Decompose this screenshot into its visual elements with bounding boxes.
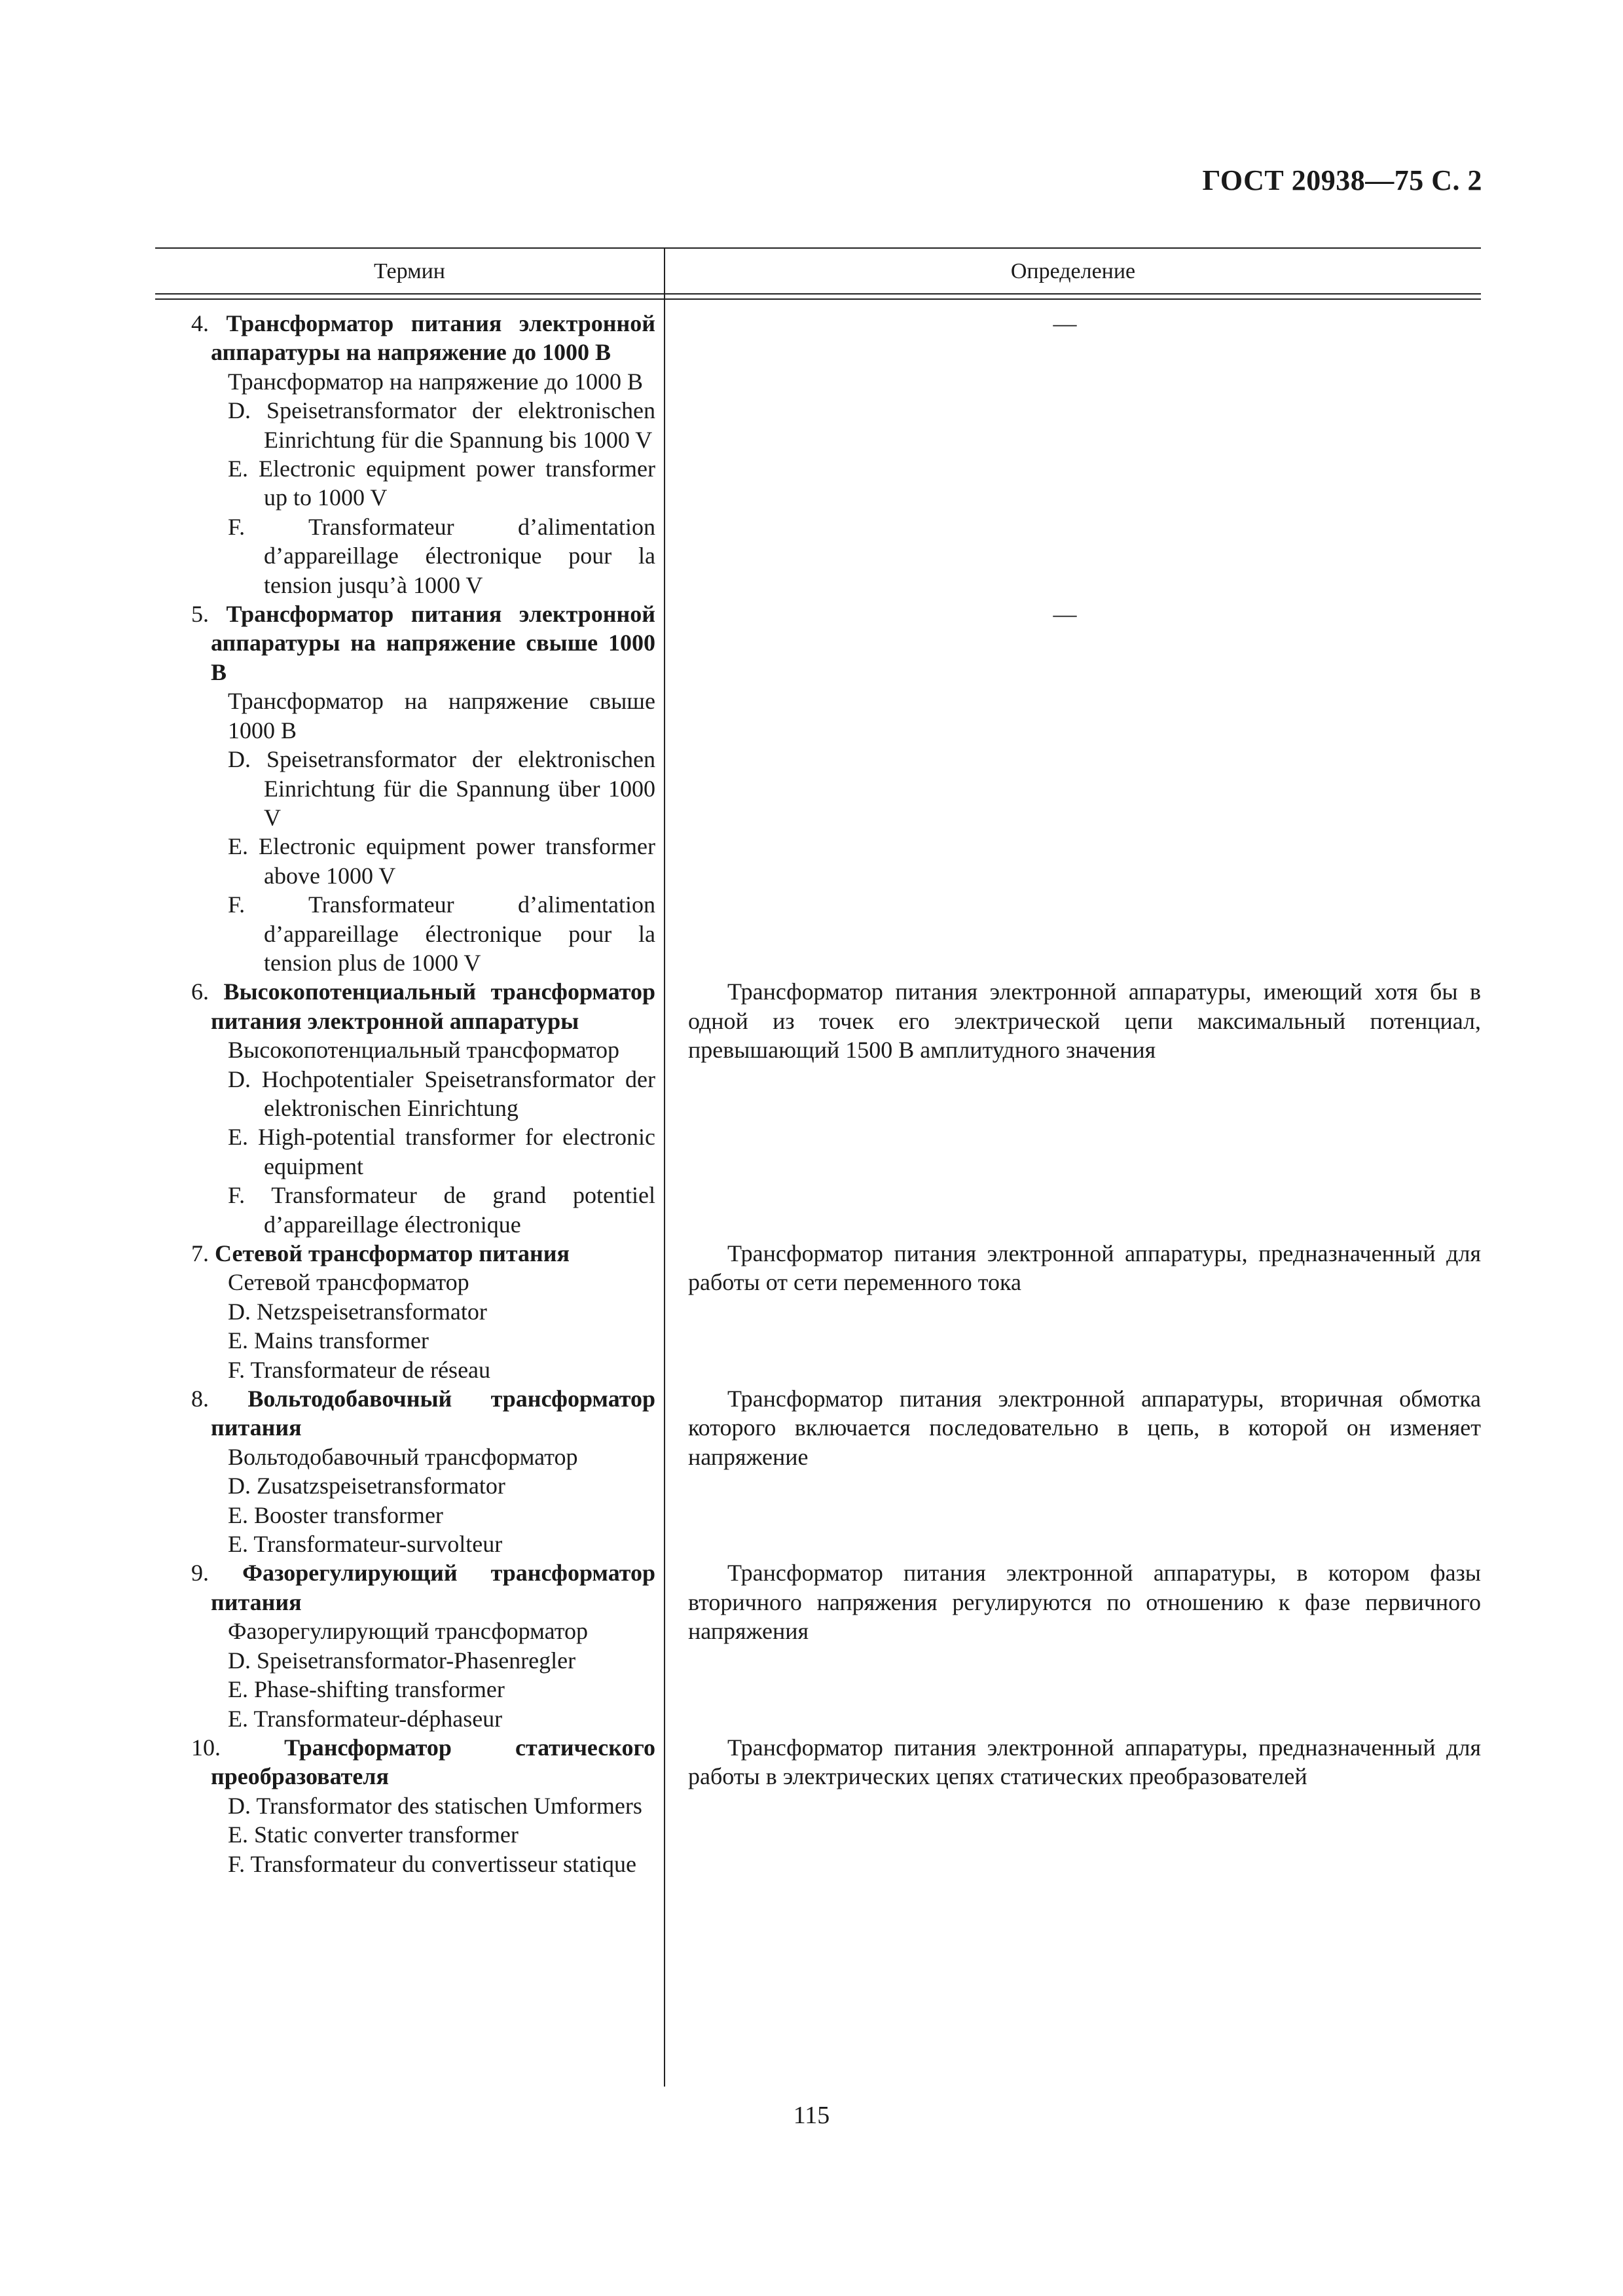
term-french: F. Transformateur du convertisseur statique [228, 1850, 637, 1877]
header-rule-2 [155, 298, 1481, 300]
term-german: D. Hochpotentialer Speisetransformator der elektronischen Einrichtung [228, 1066, 655, 1121]
definition-cell [655, 309, 1481, 600]
page-number: 115 [793, 2102, 830, 2129]
table-row [155, 1384, 1481, 1558]
term-german: D. Speisetransformator der elektronischen Einrichtung für die Spannung bis 1000 V [228, 397, 655, 453]
definition-text: Трансформатор питания электронной аппаратуры, предназначенный для работы в электрических цепях статических преобразователей [688, 1734, 1481, 1790]
table-header-row [155, 247, 1481, 293]
document-code: ГОСТ 20938—75 С. 2 [1202, 164, 1482, 196]
term-number: 10. [191, 1734, 221, 1761]
header-rule-1 [155, 293, 1481, 295]
term-number: 6. [191, 978, 209, 1005]
definition-text: Трансформатор питания электронной аппаратуры, вторичная обмотка которого включается последовательно в цепь, в которой он изменяет напряжение [688, 1386, 1481, 1470]
column-header-term: Термин [374, 259, 445, 283]
term-french: F. Transformateur d’alimentation d’appareillage électronique pour la tension plus de 1000 V [228, 891, 655, 976]
definition-cell [655, 977, 1481, 1239]
definition-cell [655, 1239, 1481, 1384]
definition-cell [655, 1384, 1481, 1558]
term-number: 9. [191, 1560, 209, 1587]
term-german: D. Speisetransformator-Phasenregler [228, 1647, 576, 1674]
term-number: 8. [191, 1386, 209, 1412]
term-synonym: Фазорегулирующий трансформатор [228, 1618, 588, 1645]
term-english: E. High-potential transformer for electronic equipment [228, 1124, 655, 1179]
term-french: E. Transformateur-déphaseur [228, 1705, 503, 1732]
term-title: Вольтодобавочный трансформатор питания [211, 1386, 656, 1441]
term-cell [155, 1239, 655, 1384]
term-title: Высокопотенциальный трансформатор питания электронной аппаратуры [211, 978, 656, 1034]
term-title: Трансформатор питания электронной аппаратуры на напряжение до 1000 В [211, 310, 655, 366]
term-number: 4. [191, 310, 209, 336]
definition-text: Трансформатор питания электронной аппаратуры, в котором фазы вторичного напряжения регулируются по отношению к фазе первичного напряжения [688, 1560, 1481, 1645]
term-heading [191, 1239, 655, 1268]
term-title: Фазорегулирующий трансформатор питания [211, 1560, 655, 1615]
table-body [155, 309, 1481, 1878]
term-cell [155, 1558, 655, 1732]
term-french: E. Transformateur-survolteur [228, 1531, 503, 1558]
term-english: E. Phase-shifting transformer [228, 1676, 505, 1703]
terms-table [155, 247, 1481, 2087]
term-synonym: Трансформатор на напряжение свыше 1000 В [228, 688, 655, 744]
definition-text: — [1053, 601, 1077, 628]
definition-cell [655, 600, 1481, 977]
definition-cell [655, 1733, 1481, 1878]
term-heading [191, 600, 655, 687]
term-title: Сетевой трансформатор питания [215, 1240, 570, 1266]
definition-text: Трансформатор питания электронной аппаратуры, имеющий хотя бы в одной из точек его электрической цепи максимальный потенциал, превышающий 1500 В амплитудного значения [688, 978, 1481, 1064]
term-german: D. Zusatzspeisetransformator [228, 1473, 505, 1499]
term-synonym: Сетевой трансформатор [228, 1269, 469, 1296]
term-english: E. Booster transformer [228, 1501, 443, 1528]
term-german: D. Transformator des statischen Umformers [228, 1792, 642, 1819]
term-cell [155, 977, 655, 1239]
term-heading [191, 1558, 655, 1617]
term-english: E. Electronic equipment power transformer up to 1000 V [228, 456, 655, 511]
term-cell [155, 1384, 655, 1558]
term-cell [155, 309, 655, 600]
term-title: Трансформатор статического преобразователя [211, 1734, 655, 1790]
term-german: D. Speisetransformator der elektronischen Einrichtung für die Spannung über 1000 V [228, 746, 655, 831]
term-cell [155, 1733, 655, 1878]
term-french: F. Transformateur de grand potentiel d’appareillage électronique [228, 1182, 655, 1238]
table-row [155, 1733, 1481, 1878]
term-synonym: Вольтодобавочный трансформатор [228, 1443, 578, 1470]
term-french: F. Transformateur d’alimentation d’appareillage électronique pour la tension jusqu’à 1000 V [228, 513, 655, 598]
term-title: Трансформатор питания электронной аппаратуры на напряжение свыше 1000 В [211, 601, 655, 685]
table-row [155, 977, 1481, 1239]
term-number: 7. [191, 1240, 209, 1266]
definition-text: Трансформатор питания электронной аппаратуры, предназначенный для работы от сети переменного тока [688, 1240, 1481, 1296]
term-synonym: Высокопотенциальный трансформатор [228, 1037, 619, 1064]
definition-text: — [1053, 310, 1077, 336]
table-row [155, 309, 1481, 600]
term-english: E. Static converter transformer [228, 1821, 519, 1848]
term-cell [155, 600, 655, 977]
table-row [155, 1558, 1481, 1732]
term-english: E. Mains transformer [228, 1327, 429, 1354]
column-header-definition: Определение [1010, 259, 1136, 283]
term-heading [191, 309, 655, 367]
term-number: 5. [191, 601, 209, 628]
term-heading [191, 1384, 655, 1443]
table-row [155, 1239, 1481, 1384]
term-heading [191, 1733, 655, 1791]
term-heading [191, 977, 655, 1035]
term-english: E. Electronic equipment power transformer above 1000 V [228, 833, 655, 889]
term-synonym: Трансформатор на напряжение до 1000 В [228, 368, 643, 395]
table-row [155, 600, 1481, 977]
definition-cell [655, 1558, 1481, 1732]
term-french: F. Transformateur de réseau [228, 1356, 491, 1383]
term-german: D. Netzspeisetransformator [228, 1298, 487, 1325]
